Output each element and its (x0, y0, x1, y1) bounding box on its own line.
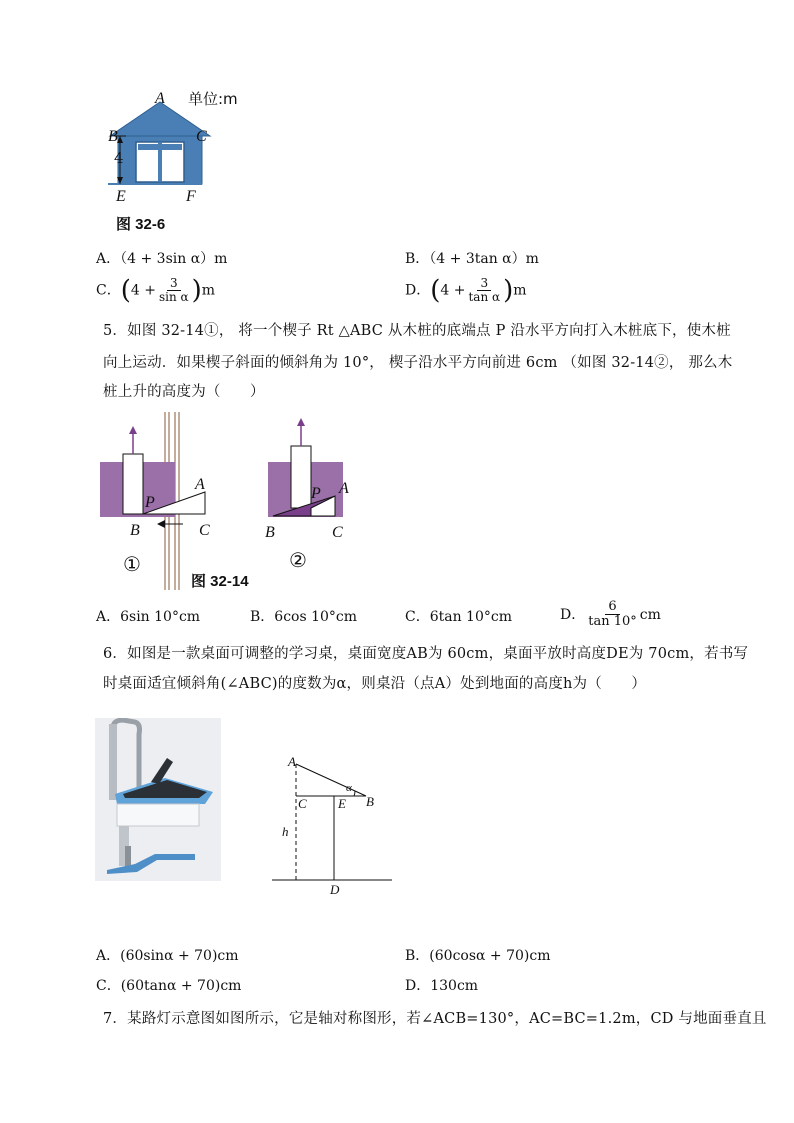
q5-line-3: 桩上升的高度为（ ） (103, 384, 265, 400)
fraction: $\frac{3}{\text{sin α}}$ (158, 276, 189, 305)
label-E: E (338, 796, 346, 811)
left-label-C: C (199, 522, 210, 539)
mark-2: ② (289, 548, 307, 572)
q6-option-c: C．(60tanα + 70)cm (96, 978, 242, 994)
q5-line-2: 向上运动．如果楔子斜面的倾斜角为 10°， 楔子沿水平方向前进 6cm （如图 32-14②， 那么木 (103, 355, 733, 371)
q5-option-b: B．6cos 10°cm (250, 609, 358, 625)
q6-option-d: D．130cm (405, 978, 479, 994)
fraction: $\frac{6}{\tan 10^\circ}$ (588, 599, 637, 630)
q4-option-a (96, 252, 227, 266)
right-label-C: C (332, 524, 343, 541)
label-A: A (155, 90, 165, 107)
q6-geometry-diagram (268, 750, 398, 900)
label-4: 4 (114, 149, 124, 167)
figure-caption: 图 32-14 (191, 573, 249, 590)
label-h: h (282, 824, 289, 839)
option-letter: D． (560, 606, 586, 623)
option-unit: cm (639, 606, 661, 623)
fraction: $\frac{3}{\text{tan α}}$ (468, 276, 501, 305)
mark-1: ① (123, 552, 141, 576)
option-unit: m (513, 282, 527, 299)
label-A: A (288, 754, 296, 769)
desk-illustration (95, 718, 221, 881)
label-D: D (330, 882, 340, 897)
left-label-P: P (145, 494, 155, 511)
figure-32-6 (100, 88, 270, 233)
right-label-B: B (265, 524, 275, 541)
q5-line-1: 5．如图 32-14①， 将一个楔子 Rt △ABC 从木桩的底端点 P 沿水平方向打入木桩底下，使木桩 (103, 323, 731, 339)
label-C: C (196, 128, 207, 145)
q5-option-d (560, 600, 661, 630)
q6-line-2: 时桌面适宜倾斜角(∠ABC)的度数为α，则桌沿（点A）处到地面的高度h为（ ） (103, 676, 647, 692)
label-B: B (366, 794, 374, 809)
q4-option-c: C．(4 + $\frac{3}{\text{sin α}}$ )m (96, 275, 216, 306)
figure-32-14 (95, 410, 365, 590)
desk-photo (95, 718, 221, 881)
q7-line-1: 7．某路灯示意图如图所示，它是轴对称图形，若∠ACB=130°，AC=BC=1.2m，CD 与地面垂直且 (103, 1011, 767, 1027)
option-letter: B． (405, 251, 430, 267)
option-letter: C． (96, 282, 121, 299)
option-text: （4 + 3sin α）m (120, 251, 228, 267)
figure-caption: 图 32-6 (116, 216, 166, 233)
option-pre: 4 + (440, 282, 466, 299)
unit-label: 单位:m (188, 90, 238, 108)
q4-option-b (405, 252, 539, 266)
q6-option-a: A．(60sinα + 70)cm (96, 948, 239, 964)
label-E: E (116, 188, 126, 205)
option-letter: A． (96, 251, 121, 267)
option-unit: m (201, 282, 216, 299)
option-letter: D． (405, 282, 431, 299)
label-B: B (108, 128, 118, 145)
right-label-A: A (339, 480, 349, 497)
right-label-P: P (311, 485, 321, 502)
left-label-A: A (195, 476, 205, 493)
option-text: （4 + 3tan α）m (429, 251, 539, 267)
q4-option-d: D．(4 + $\frac{3}{\text{tan α}}$ )m (405, 275, 527, 306)
q5-option-a: A．6sin 10°cm (96, 609, 201, 625)
label-C: C (298, 796, 307, 811)
left-label-B: B (130, 522, 140, 539)
q5-option-c: C．6tan 10°cm (405, 609, 512, 625)
q6-option-b: B．(60cosα + 70)cm (405, 948, 551, 964)
q6-line-1: 6．如图是一款桌面可调整的学习桌，桌面宽度AB为 60cm，桌面平放时高度DE为 70cm，若书写 (103, 646, 749, 662)
label-alpha: α (346, 782, 352, 794)
label-F: F (186, 188, 196, 205)
house-diagram (100, 88, 270, 233)
option-pre: 4 + (130, 282, 156, 299)
